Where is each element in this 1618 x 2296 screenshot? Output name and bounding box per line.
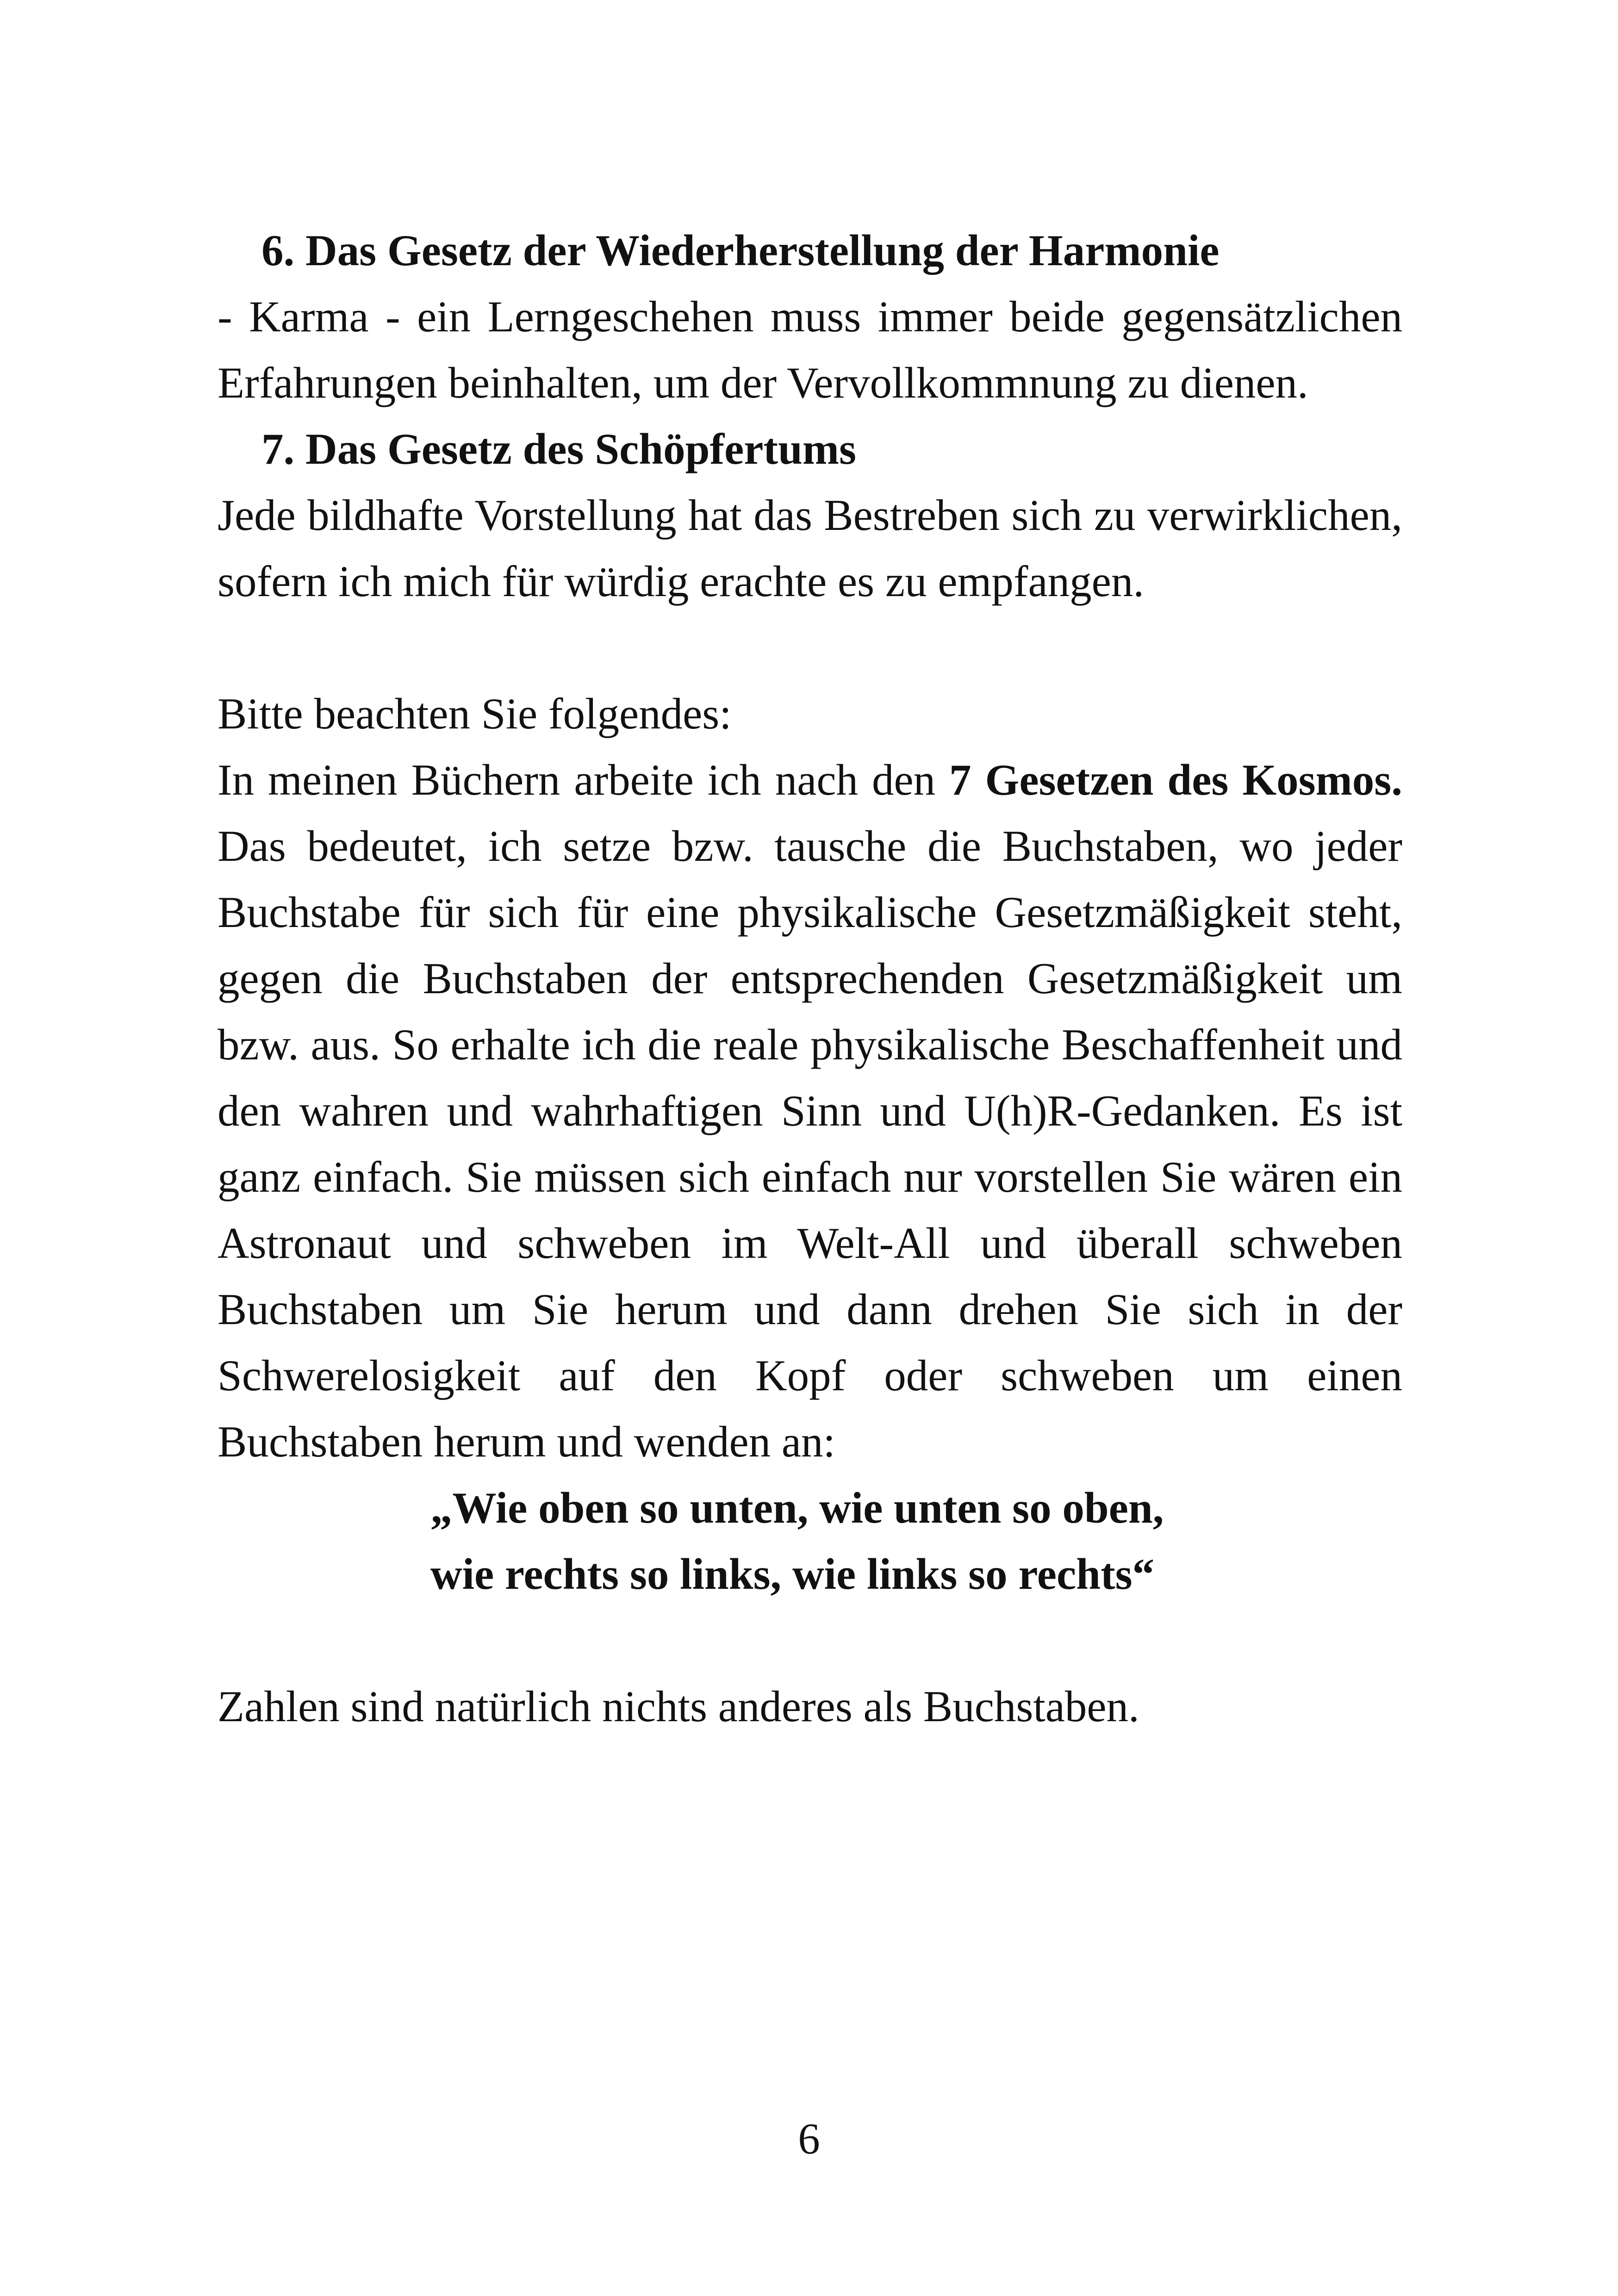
law-6-text: - Karma - ein Lerngeschehen muss immer beide gegensätzlichen Erfahrungen beinhalten, um der Vervollkommnung zu dienen. (218, 292, 1402, 407)
quote-line-2: wie rechts so links, wie links so rechts“ (430, 1549, 1155, 1599)
paragraph-spacer (218, 615, 1402, 681)
quote-line-1: „Wie oben so unten, wie unten so oben, (430, 1483, 1164, 1532)
law-7-text: Jede bildhafte Vorstellung hat das Bestreben sich zu verwirklichen, sofern ich mich für würdig erachte es zu empfangen. (218, 491, 1402, 606)
note-text-before-bold: In meinen Büchern arbeite ich nach den (218, 755, 950, 804)
note-intro: Bitte beachten Sie folgendes: (218, 689, 732, 738)
law-7-heading: 7. Das Gesetz des Schöpfertums (261, 424, 857, 473)
note-text-after-bold: Das bedeutet, ich setze bzw. tausche die Buchstaben, wo jeder Buchstabe für sich für eine physikalische Gesetzmäßigkeit steht, gegen die Buchstaben der entsprechenden Gesetzmäßigkeit um bzw. aus. So erhalte ich die reale physikalische Beschaffenheit und den wahren und wahrhaftigen Sinn und U(h)R-Gedanken. Es ist ganz einfach. Sie müssen sich einfach nur vorstellen Sie wären ein Astronaut und schweben im Welt-All und überall schweben Buchstaben um Sie herum und dann drehen Sie sich in der Schwerelosigkeit auf den Kopf oder schweben um einen Buchstaben herum und wenden an: (218, 821, 1402, 1466)
closing-sentence: Zahlen sind natürlich nichts anderes als Buchstaben. (218, 1682, 1139, 1731)
page-number: 6 (798, 2114, 820, 2163)
note-paragraph (218, 747, 1402, 1475)
page-content (218, 218, 1402, 1740)
paragraph-spacer (218, 1607, 1402, 1674)
law-6-heading: 6. Das Gesetz der Wiederherstellung der Harmonie (261, 226, 1220, 275)
note-bold-phrase: 7 Gesetzen des Kosmos. (949, 755, 1403, 804)
